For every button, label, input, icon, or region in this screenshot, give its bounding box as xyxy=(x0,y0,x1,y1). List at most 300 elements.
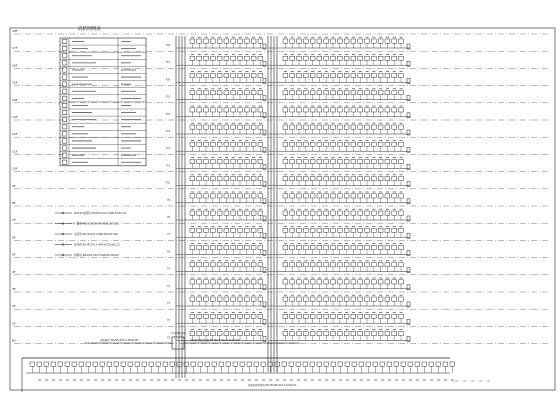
device-symbol xyxy=(371,39,376,43)
floor-label: 12F xyxy=(12,132,18,137)
device-symbol xyxy=(324,331,329,335)
floor-label: 15F xyxy=(12,80,18,85)
device-symbol xyxy=(337,211,342,215)
device-symbol xyxy=(358,159,363,163)
device-symbol xyxy=(190,142,195,146)
device-symbol xyxy=(331,263,336,267)
device-symbol xyxy=(224,331,229,335)
device-symbol xyxy=(317,263,322,267)
floor-device-band-right xyxy=(283,312,410,324)
device-symbol xyxy=(378,211,383,215)
device-symbol xyxy=(392,314,397,318)
device-symbol xyxy=(358,280,363,284)
floor-label: 4F xyxy=(12,269,16,274)
device-symbol xyxy=(258,228,263,232)
device-symbol xyxy=(190,125,195,129)
legend-symbol xyxy=(63,61,67,65)
device-symbol xyxy=(399,177,404,181)
device-symbol xyxy=(365,177,370,181)
device-symbol xyxy=(210,159,215,163)
device-symbol xyxy=(378,73,383,77)
floor-device-band-left xyxy=(190,140,266,152)
device-symbol xyxy=(290,108,295,112)
device-symbol xyxy=(399,194,404,198)
riser-floor-tag: F18 xyxy=(165,44,170,47)
device-symbol xyxy=(258,331,263,335)
device-symbol xyxy=(310,125,315,129)
device-symbol xyxy=(231,211,236,215)
device-symbol xyxy=(190,297,195,301)
floor-device-band-right xyxy=(283,192,410,204)
bottom-center-note: 消防系统图说明 NH-RVVSP-2X1.5-SC20,CT xyxy=(248,384,297,387)
device-symbol xyxy=(283,228,288,232)
device-symbol xyxy=(358,56,363,60)
device-symbol xyxy=(303,142,308,146)
device-symbol xyxy=(365,280,370,284)
device-symbol xyxy=(310,73,315,77)
device-symbol xyxy=(290,228,295,232)
device-symbol xyxy=(371,314,376,318)
device-symbol xyxy=(436,362,441,366)
device-symbol xyxy=(337,56,342,60)
device-symbol xyxy=(297,263,302,267)
device-symbol xyxy=(337,73,342,77)
device-symbol xyxy=(283,73,288,77)
device-symbol xyxy=(224,73,229,77)
device-symbol xyxy=(290,245,295,249)
device-symbol xyxy=(224,211,229,215)
device-symbol xyxy=(331,297,336,301)
cable-note-text: DC24V电源线 FS-RVS-2X2.5-WR-SC20,CC xyxy=(74,212,127,215)
device-symbol xyxy=(238,211,243,215)
device-symbol xyxy=(378,108,383,112)
device-symbol xyxy=(142,362,147,366)
device-symbol xyxy=(251,211,256,215)
device-symbol xyxy=(258,91,263,95)
device-symbol xyxy=(283,91,288,95)
device-symbol xyxy=(204,194,209,198)
device-symbol xyxy=(365,39,370,43)
device-symbol xyxy=(149,362,154,366)
device-symbol xyxy=(392,108,397,112)
device-symbol xyxy=(226,362,231,366)
floor-device-band-right xyxy=(283,106,410,118)
device-symbol xyxy=(359,362,364,366)
device-symbol xyxy=(310,331,315,335)
device-symbol xyxy=(352,362,357,366)
device-symbol xyxy=(204,280,209,284)
riser-floor-tag: F11 xyxy=(165,164,170,168)
device-symbol xyxy=(351,297,356,301)
device-symbol xyxy=(385,39,390,43)
device-symbol xyxy=(297,108,302,112)
device-symbol xyxy=(210,331,215,335)
floor-device-band-left xyxy=(190,312,266,324)
device-symbol xyxy=(371,125,376,129)
device-symbol xyxy=(378,125,383,129)
device-symbol xyxy=(317,56,322,60)
device-symbol xyxy=(324,194,329,198)
device-symbol xyxy=(289,362,294,366)
legend-symbol xyxy=(63,132,67,136)
device-symbol xyxy=(251,263,256,267)
device-symbol xyxy=(197,125,202,129)
device-symbol xyxy=(258,297,263,301)
device-symbol xyxy=(283,39,288,43)
device-symbol xyxy=(317,159,322,163)
device-symbol xyxy=(197,263,202,267)
device-symbol xyxy=(210,56,215,60)
device-symbol xyxy=(344,297,349,301)
device-symbol xyxy=(303,125,308,129)
device-symbol xyxy=(310,39,315,43)
device-symbol xyxy=(190,331,195,335)
device-symbol xyxy=(351,39,356,43)
device-symbol xyxy=(290,314,295,318)
device-symbol xyxy=(231,314,236,318)
device-symbol xyxy=(251,159,256,163)
device-symbol xyxy=(310,280,315,284)
device-symbol xyxy=(204,39,209,43)
riser-floor-tag: F1 xyxy=(167,336,170,340)
device-symbol xyxy=(217,331,222,335)
riser-floor-tag: F8 xyxy=(167,216,170,219)
device-symbol xyxy=(317,280,322,284)
device-symbol xyxy=(184,362,189,366)
device-symbol xyxy=(290,297,295,301)
device-symbol xyxy=(399,108,404,112)
device-symbol xyxy=(204,73,209,77)
device-symbol xyxy=(385,263,390,267)
device-symbol xyxy=(378,194,383,198)
device-symbol xyxy=(317,73,322,77)
device-symbol xyxy=(290,263,295,267)
device-symbol xyxy=(204,56,209,60)
device-symbol xyxy=(283,314,288,318)
device-symbol xyxy=(204,142,209,146)
legend-symbol xyxy=(63,146,67,150)
device-symbol xyxy=(156,362,161,366)
device-symbol xyxy=(310,108,315,112)
device-symbol xyxy=(30,362,35,366)
device-symbol xyxy=(371,297,376,301)
floor-label: B1 xyxy=(12,338,16,343)
device-symbol xyxy=(290,194,295,198)
floor-device-band-left xyxy=(190,158,266,170)
device-symbol xyxy=(324,280,329,284)
device-symbol xyxy=(210,228,215,232)
device-symbol xyxy=(385,194,390,198)
device-symbol xyxy=(244,297,249,301)
cable-note-text: 控制线 ZR-KVV-4X1.5-WR-SC20,WC xyxy=(74,254,119,257)
device-symbol xyxy=(358,39,363,43)
device-symbol xyxy=(303,331,308,335)
device-symbol xyxy=(351,331,356,335)
device-symbol xyxy=(351,194,356,198)
device-symbol xyxy=(231,142,236,146)
device-symbol xyxy=(358,314,363,318)
floor-device-band-left xyxy=(190,261,266,273)
device-symbol xyxy=(197,245,202,249)
device-symbol xyxy=(385,56,390,60)
device-symbol xyxy=(217,194,222,198)
device-symbol xyxy=(231,177,236,181)
device-symbol xyxy=(303,245,308,249)
device-symbol xyxy=(231,297,236,301)
device-symbol xyxy=(238,297,243,301)
device-symbol xyxy=(231,39,236,43)
floor-device-band-left xyxy=(190,89,266,101)
device-symbol xyxy=(337,159,342,163)
device-symbol xyxy=(337,263,342,267)
device-symbol xyxy=(244,245,249,249)
device-symbol xyxy=(212,362,217,366)
device-symbol xyxy=(344,280,349,284)
floor-label: 6F xyxy=(12,235,16,240)
device-symbol xyxy=(351,159,356,163)
device-symbol xyxy=(297,73,302,77)
device-symbol xyxy=(204,177,209,181)
device-symbol xyxy=(399,56,404,60)
device-symbol xyxy=(358,125,363,129)
legend-title: 消防图例表 xyxy=(78,27,101,32)
device-symbol xyxy=(450,362,455,366)
device-symbol xyxy=(365,73,370,77)
device-symbol xyxy=(310,314,315,318)
device-symbol xyxy=(65,362,70,366)
device-symbol xyxy=(324,263,329,267)
device-symbol xyxy=(378,142,383,146)
device-symbol xyxy=(238,108,243,112)
device-symbol xyxy=(378,263,383,267)
device-symbol xyxy=(378,314,383,318)
device-symbol xyxy=(79,362,84,366)
floor-label: 7F xyxy=(12,218,16,223)
device-symbol xyxy=(283,177,288,181)
device-symbol xyxy=(283,331,288,335)
legend-symbol xyxy=(63,54,67,58)
device-symbol xyxy=(258,245,263,249)
device-symbol xyxy=(373,362,378,366)
device-symbol xyxy=(408,362,413,366)
device-symbol xyxy=(303,297,308,301)
device-symbol xyxy=(204,159,209,163)
floor-device-band-left xyxy=(190,106,266,118)
legend-symbol xyxy=(63,46,67,50)
device-symbol xyxy=(331,245,336,249)
device-symbol xyxy=(331,159,336,163)
floor-label: 13F xyxy=(12,115,18,119)
device-symbol xyxy=(290,280,295,284)
device-symbol xyxy=(399,39,404,43)
device-symbol xyxy=(283,56,288,60)
device-symbol xyxy=(337,39,342,43)
device-symbol xyxy=(224,177,229,181)
device-symbol xyxy=(317,177,322,181)
device-symbol xyxy=(296,362,301,366)
device-symbol xyxy=(324,56,329,60)
device-symbol xyxy=(238,125,243,129)
device-symbol xyxy=(392,39,397,43)
device-symbol xyxy=(170,362,175,366)
device-symbol xyxy=(344,263,349,267)
device-symbol xyxy=(387,362,392,366)
device-symbol xyxy=(197,159,202,163)
device-symbol xyxy=(238,228,243,232)
device-symbol xyxy=(392,125,397,129)
device-symbol xyxy=(283,263,288,267)
floor-label: 17F xyxy=(12,46,18,51)
device-symbol xyxy=(244,125,249,129)
device-symbol xyxy=(310,177,315,181)
device-symbol xyxy=(44,362,49,366)
device-symbol xyxy=(297,39,302,43)
device-symbol xyxy=(244,159,249,163)
device-symbol xyxy=(324,125,329,129)
device-symbol xyxy=(258,56,263,60)
floor-label: 8F xyxy=(12,201,16,205)
device-symbol xyxy=(429,362,434,366)
device-symbol xyxy=(351,73,356,77)
device-symbol xyxy=(244,331,249,335)
device-symbol xyxy=(351,177,356,181)
device-symbol xyxy=(190,39,195,43)
device-symbol xyxy=(231,159,236,163)
device-symbol xyxy=(210,297,215,301)
device-symbol xyxy=(394,362,399,366)
floor-label: 2F xyxy=(12,304,16,309)
device-symbol xyxy=(358,73,363,77)
device-symbol xyxy=(317,108,322,112)
device-symbol xyxy=(324,39,329,43)
device-symbol xyxy=(210,108,215,112)
floor-device-band-left xyxy=(190,123,266,135)
device-symbol xyxy=(197,297,202,301)
riser-floor-tag: F7 xyxy=(167,233,170,237)
device-symbol xyxy=(297,314,302,318)
riser-floor-tag: F14 xyxy=(165,112,170,116)
device-symbol xyxy=(415,362,420,366)
device-symbol xyxy=(197,142,202,146)
device-symbol xyxy=(258,177,263,181)
device-symbol xyxy=(317,228,322,232)
device-symbol xyxy=(385,108,390,112)
device-symbol xyxy=(358,211,363,215)
device-symbol xyxy=(297,56,302,60)
floor-device-band-right xyxy=(283,278,410,290)
device-symbol xyxy=(303,108,308,112)
device-symbol xyxy=(324,314,329,318)
device-symbol xyxy=(337,331,342,335)
device-symbol xyxy=(337,280,342,284)
floor-device-band-right xyxy=(283,89,410,101)
floor-label: 16F xyxy=(12,63,18,68)
device-symbol xyxy=(358,331,363,335)
device-symbol xyxy=(351,245,356,249)
device-symbol xyxy=(358,245,363,249)
device-symbol xyxy=(371,91,376,95)
floor-device-band-left xyxy=(190,244,266,256)
device-symbol xyxy=(197,194,202,198)
device-symbol xyxy=(303,56,308,60)
device-symbol xyxy=(344,314,349,318)
riser-floor-tag: F15 xyxy=(165,95,170,99)
device-symbol xyxy=(197,91,202,95)
device-symbol xyxy=(297,211,302,215)
device-symbol xyxy=(217,297,222,301)
device-symbol xyxy=(210,280,215,284)
riser-floor-tag: F9 xyxy=(167,198,170,202)
device-symbol xyxy=(217,91,222,95)
floor-label: 3F xyxy=(12,287,16,291)
device-symbol xyxy=(238,159,243,163)
device-symbol xyxy=(392,177,397,181)
device-symbol xyxy=(258,194,263,198)
device-symbol xyxy=(344,194,349,198)
device-symbol xyxy=(190,73,195,77)
floor-label: 9F xyxy=(12,183,16,188)
device-symbol xyxy=(392,159,397,163)
device-symbol xyxy=(258,39,263,43)
device-symbol xyxy=(240,362,245,366)
device-symbol xyxy=(258,263,263,267)
device-symbol xyxy=(378,245,383,249)
legend-symbol xyxy=(63,89,67,93)
device-symbol xyxy=(422,362,427,366)
device-symbol xyxy=(217,228,222,232)
riser-floor-tag: F3 xyxy=(167,302,170,305)
device-symbol xyxy=(224,228,229,232)
device-symbol xyxy=(217,142,222,146)
device-symbol xyxy=(392,280,397,284)
device-symbol xyxy=(324,297,329,301)
device-symbol xyxy=(258,142,263,146)
device-symbol xyxy=(351,91,356,95)
riser-floor-tag: F16 xyxy=(165,78,170,82)
device-symbol xyxy=(303,228,308,232)
device-symbol xyxy=(365,245,370,249)
device-symbol xyxy=(128,362,133,366)
device-symbol xyxy=(385,142,390,146)
device-symbol xyxy=(324,211,329,215)
device-symbol xyxy=(365,159,370,163)
device-symbol xyxy=(310,263,315,267)
device-symbol xyxy=(365,142,370,146)
device-symbol xyxy=(365,56,370,60)
legend-symbol xyxy=(63,153,67,157)
device-symbol xyxy=(392,297,397,301)
device-symbol xyxy=(385,331,390,335)
device-symbol xyxy=(224,142,229,146)
device-symbol xyxy=(268,362,273,366)
device-symbol xyxy=(190,228,195,232)
device-symbol xyxy=(399,314,404,318)
device-symbol xyxy=(290,56,295,60)
device-symbol xyxy=(283,211,288,215)
device-symbol xyxy=(217,280,222,284)
floor-device-band-left xyxy=(190,209,266,221)
device-symbol xyxy=(344,159,349,163)
floor-device-band-left xyxy=(190,37,266,49)
device-symbol xyxy=(392,211,397,215)
device-symbol xyxy=(310,194,315,198)
device-symbol xyxy=(244,280,249,284)
device-symbol xyxy=(100,362,105,366)
device-symbol xyxy=(310,297,315,301)
riser-floor-tag: F17 xyxy=(165,61,170,65)
floor-device-band-left xyxy=(190,278,266,290)
device-symbol xyxy=(72,362,77,366)
